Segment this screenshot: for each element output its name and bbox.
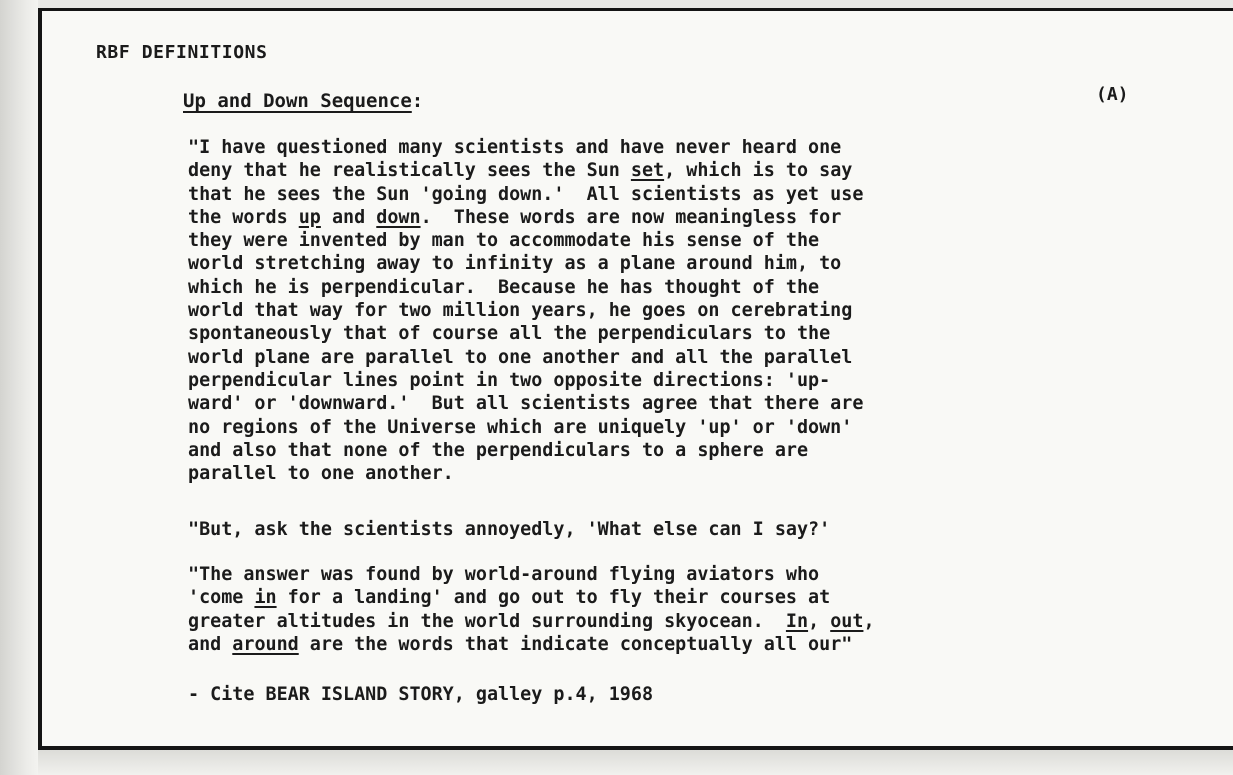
- page-bottom-shadow: [38, 750, 1233, 775]
- text-line: world plane are parallel to one another and all the parallel: [188, 346, 853, 368]
- quote-paragraph-3: [188, 563, 875, 656]
- text-line: greater altitudes in the world surrounding skyocean. In, out,: [188, 610, 875, 632]
- text-line: "I have questioned many scientists and have never heard one: [188, 137, 842, 158]
- text-line: no regions of the Universe which are uniquely 'up' or 'down': [188, 416, 853, 438]
- text-line: 'come in for a landing' and go out to fly their courses at: [188, 587, 831, 609]
- text-line: world that way for two million years, he goes on cerebrating: [188, 300, 853, 322]
- scan-edge-shadow: [0, 0, 38, 775]
- quote-paragraph-1: [188, 136, 863, 485]
- text-line: which he is perpendicular. Because he has thought of the: [188, 276, 820, 298]
- text-line: and around are the words that indicate conceptually all our": [188, 633, 853, 655]
- quote-paragraph-2: [188, 518, 830, 541]
- text-line: ward' or 'downward.' But all scientists agree that there are: [188, 393, 864, 415]
- text-line: "The answer was found by world-around flying aviators who: [188, 564, 820, 585]
- underlined-word: down: [376, 206, 421, 228]
- underlined-word: up: [298, 206, 321, 228]
- text-line: and also that none of the perpendiculars to a sphere are: [188, 439, 809, 461]
- text-line: perpendicular lines point in two opposite directions: 'up-: [188, 369, 831, 391]
- text-line: "But, ask the scientists annoyedly, 'What else can I say?': [188, 519, 831, 540]
- text-line: that he sees the Sun 'going down.' All scientists as yet use: [188, 183, 864, 205]
- underlined-word: around: [232, 633, 299, 655]
- section-marker: (A): [1096, 84, 1129, 105]
- text-line: they were invented by man to accommodate his sense of the: [188, 230, 820, 252]
- underlined-word: out: [830, 610, 864, 632]
- text-line: spontaneously that of course all the perpendiculars to the: [188, 323, 831, 345]
- text-line: world stretching away to infinity as a plane around him, to: [188, 253, 842, 275]
- underlined-word: in: [254, 587, 277, 609]
- section-title-text: Up and Down Sequence: [183, 90, 412, 112]
- text-line: the words up and down. These words are now meaningless for: [188, 206, 842, 228]
- text-line: deny that he realistically sees the Sun set, which is to say: [188, 160, 853, 182]
- underlined-word: In: [785, 610, 809, 632]
- citation: - Cite BEAR ISLAND STORY, galley p.4, 1968: [188, 684, 654, 705]
- underlined-word: set: [630, 160, 665, 182]
- document-heading: RBF DEFINITIONS: [96, 42, 268, 63]
- section-title: [183, 90, 423, 112]
- text-line: parallel to one another.: [188, 463, 454, 485]
- section-title-colon: :: [411, 90, 424, 112]
